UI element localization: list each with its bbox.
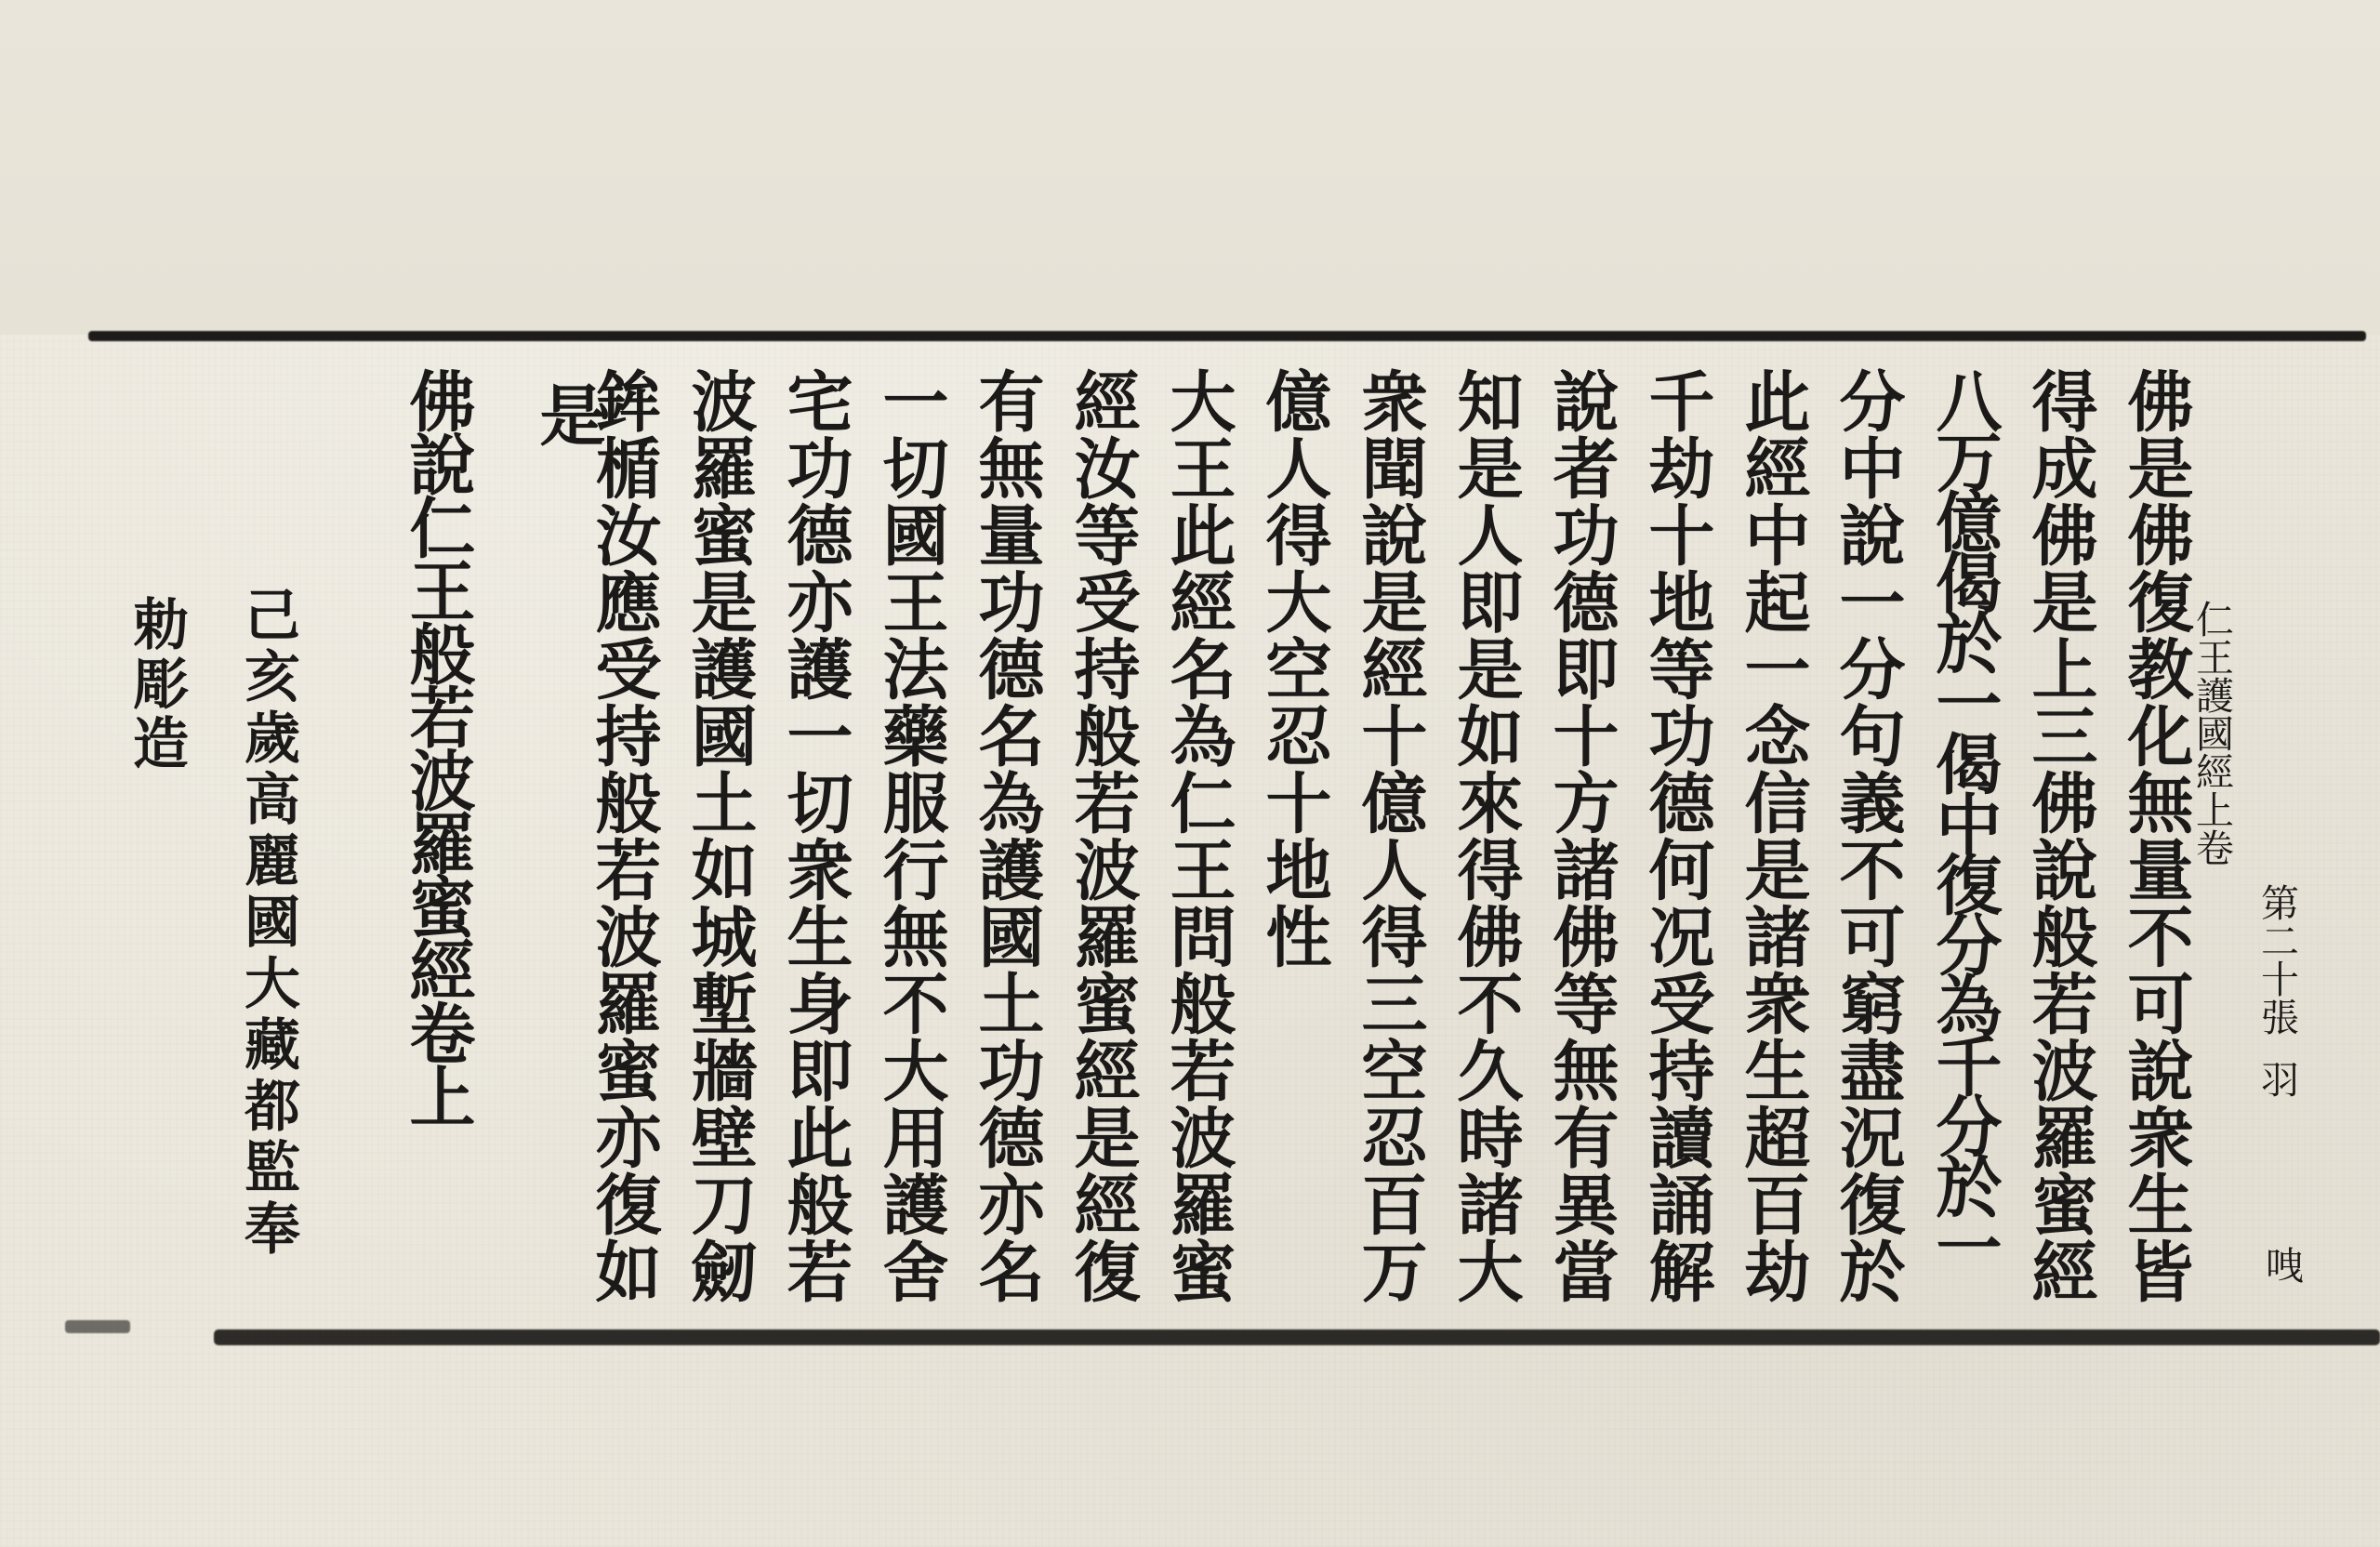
text-column: 衆聞說是經十億人得三空忍百万 bbox=[1351, 367, 1429, 1304]
text-column: 千劫十地等功德何况受持讀誦解 bbox=[1638, 367, 1716, 1304]
bottom-border-stub bbox=[65, 1320, 130, 1333]
text-column: 有無量功德名為護國土功德亦名 bbox=[968, 367, 1046, 1304]
text-column: 八万億偈於一偈中復分為千分於一 bbox=[1925, 367, 2003, 1274]
text-column: 億人得大空忍十地性 bbox=[1255, 367, 1333, 970]
text-column: 分中說一分句義不可窮盡況復於 bbox=[1829, 367, 1907, 1304]
margin-mark: 㖂 bbox=[2259, 1246, 2304, 1284]
colophon-line-2: 勅彫造 bbox=[124, 595, 189, 774]
margin-character: 羽 bbox=[2254, 1060, 2299, 1098]
text-column: 得成佛是上三佛說般若波羅蜜經 bbox=[2021, 367, 2099, 1304]
closing-title: 佛說仁王般若波羅蜜經卷上 bbox=[399, 367, 477, 1126]
text-column: 佛是佛復教化無量不可說衆生皆 bbox=[2117, 367, 2195, 1304]
text-column: 說者功德即十方諸佛等無有異當 bbox=[1542, 367, 1620, 1304]
text-column: 經汝等受持般若波羅蜜經是經復 bbox=[1064, 367, 1142, 1304]
text-column: 大王此經名為仁王問般若波羅蜜 bbox=[1159, 367, 1237, 1304]
text-column: 知是人即是如來得佛不久時諸大 bbox=[1447, 367, 1525, 1304]
colophon-line-1: 己亥歲高麗國大藏都監奉 bbox=[235, 586, 300, 1261]
top-border-line bbox=[88, 331, 2366, 341]
text-column: 波羅蜜是護國土如城塹牆壁刀劒 bbox=[681, 367, 759, 1304]
upper-blank-sheet bbox=[0, 0, 2380, 335]
bottom-border-line bbox=[214, 1329, 2380, 1345]
text-column: 鉾楯汝應受持般若波羅蜜亦復如 bbox=[585, 367, 663, 1304]
margin-sheet-number: 第二十張 bbox=[2254, 883, 2299, 1036]
margin-sutra-title: 仁王護國經上卷 bbox=[2189, 600, 2234, 866]
text-column: 宅功德亦護一切衆生身即此般若 bbox=[776, 367, 854, 1304]
text-column: 此經中起一念信是諸衆生超百劫 bbox=[1734, 367, 1812, 1304]
text-column: 是 bbox=[529, 381, 607, 448]
text-column: 一切國王法藥服行無不大用護舍 bbox=[872, 367, 950, 1304]
